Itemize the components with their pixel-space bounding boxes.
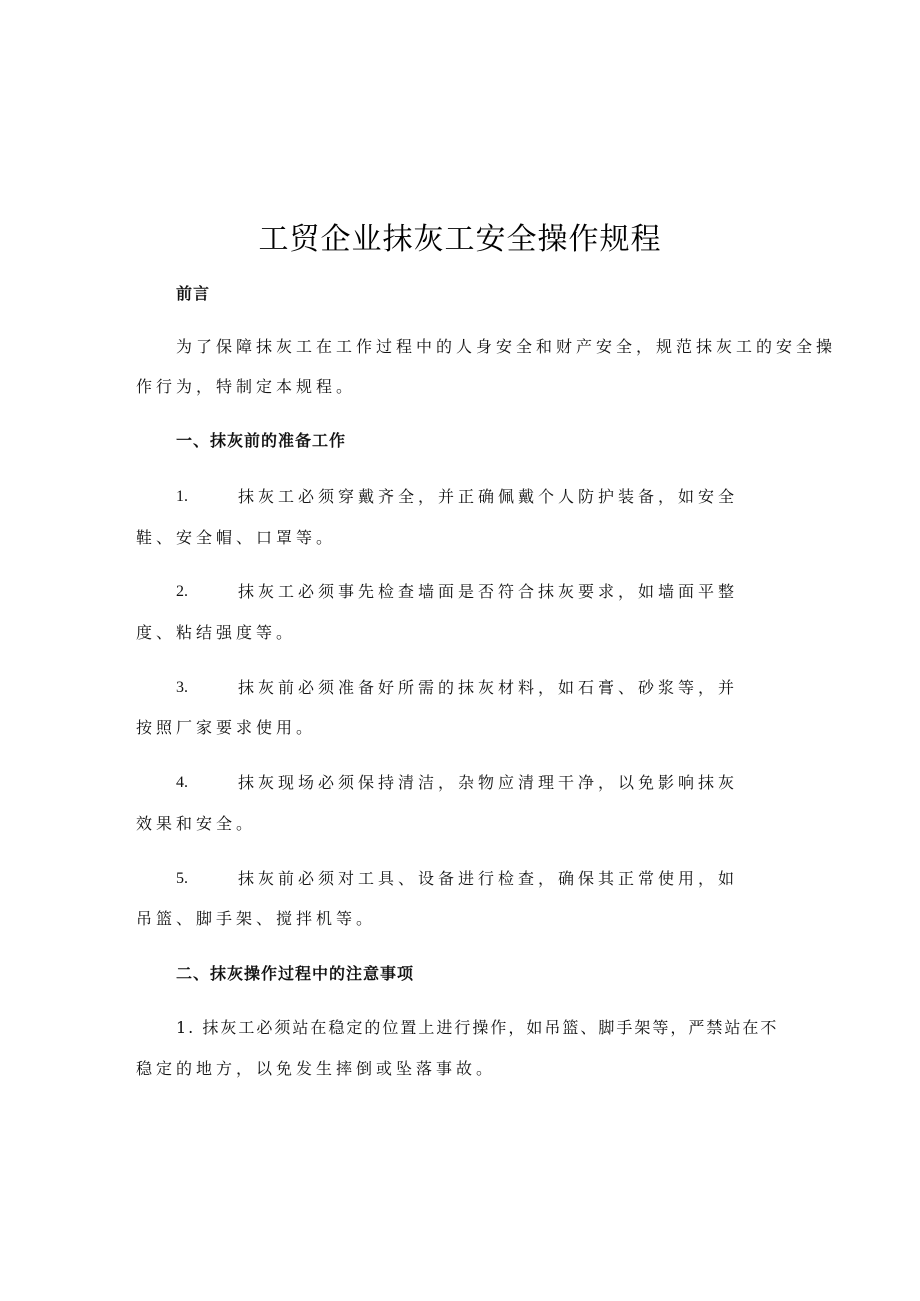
section1-item-line-2: 鞋、安全帽、口罩等。	[136, 528, 337, 547]
preface-line-1: 为了保障抹灰工在工作过程中的人身安全和财产安全，规范抹灰工的安全操	[176, 337, 837, 356]
section2-item-line-1: 1. 抹灰工必须站在稳定的位置上进行操作，如吊篮、脚手架等，严禁站在不	[176, 1018, 779, 1037]
preface-line-2: 作行为，特制定本规程。	[136, 377, 357, 396]
section1-item-line-1: 抹灰前必须对工具、设备进行检查，确保其正常使用，如	[238, 869, 739, 888]
section1-heading: 一、抹灰前的准备工作	[176, 431, 347, 450]
section1-item-number: 5.	[176, 870, 188, 887]
document-title: 工贸企业抹灰工安全操作规程	[258, 222, 662, 257]
section1-item-number: 1.	[176, 488, 188, 505]
section1-item-line-2: 吊篮、脚手架、搅拌机等。	[136, 909, 377, 928]
section1-item-line-2: 按照厂家要求使用。	[136, 718, 317, 737]
section1-item-number: 4.	[176, 774, 188, 791]
section1-item-line-2: 效果和安全。	[136, 814, 257, 833]
section1-item-number: 3.	[176, 679, 188, 696]
section2-heading: 二、抹灰操作过程中的注意事项	[176, 964, 415, 983]
section1-item-number: 2.	[176, 583, 188, 600]
section1-item-line-1: 抹灰前必须准备好所需的抹灰材料，如石膏、砂浆等，并	[238, 678, 739, 697]
section1-item-line-1: 抹灰工必须事先检查墙面是否符合抹灰要求，如墙面平整	[238, 582, 739, 601]
section2-item-line-2: 稳定的地方，以免发生摔倒或坠落事故。	[136, 1059, 497, 1078]
preface-heading: 前言	[176, 284, 211, 303]
section1-item-line-1: 抹灰工必须穿戴齐全，并正确佩戴个人防护装备，如安全	[238, 487, 739, 506]
section1-item-line-2: 度、粘结强度等。	[136, 623, 297, 642]
section1-item-line-1: 抹灰现场必须保持清洁，杂物应清理干净，以免影响抹灰	[238, 773, 739, 792]
